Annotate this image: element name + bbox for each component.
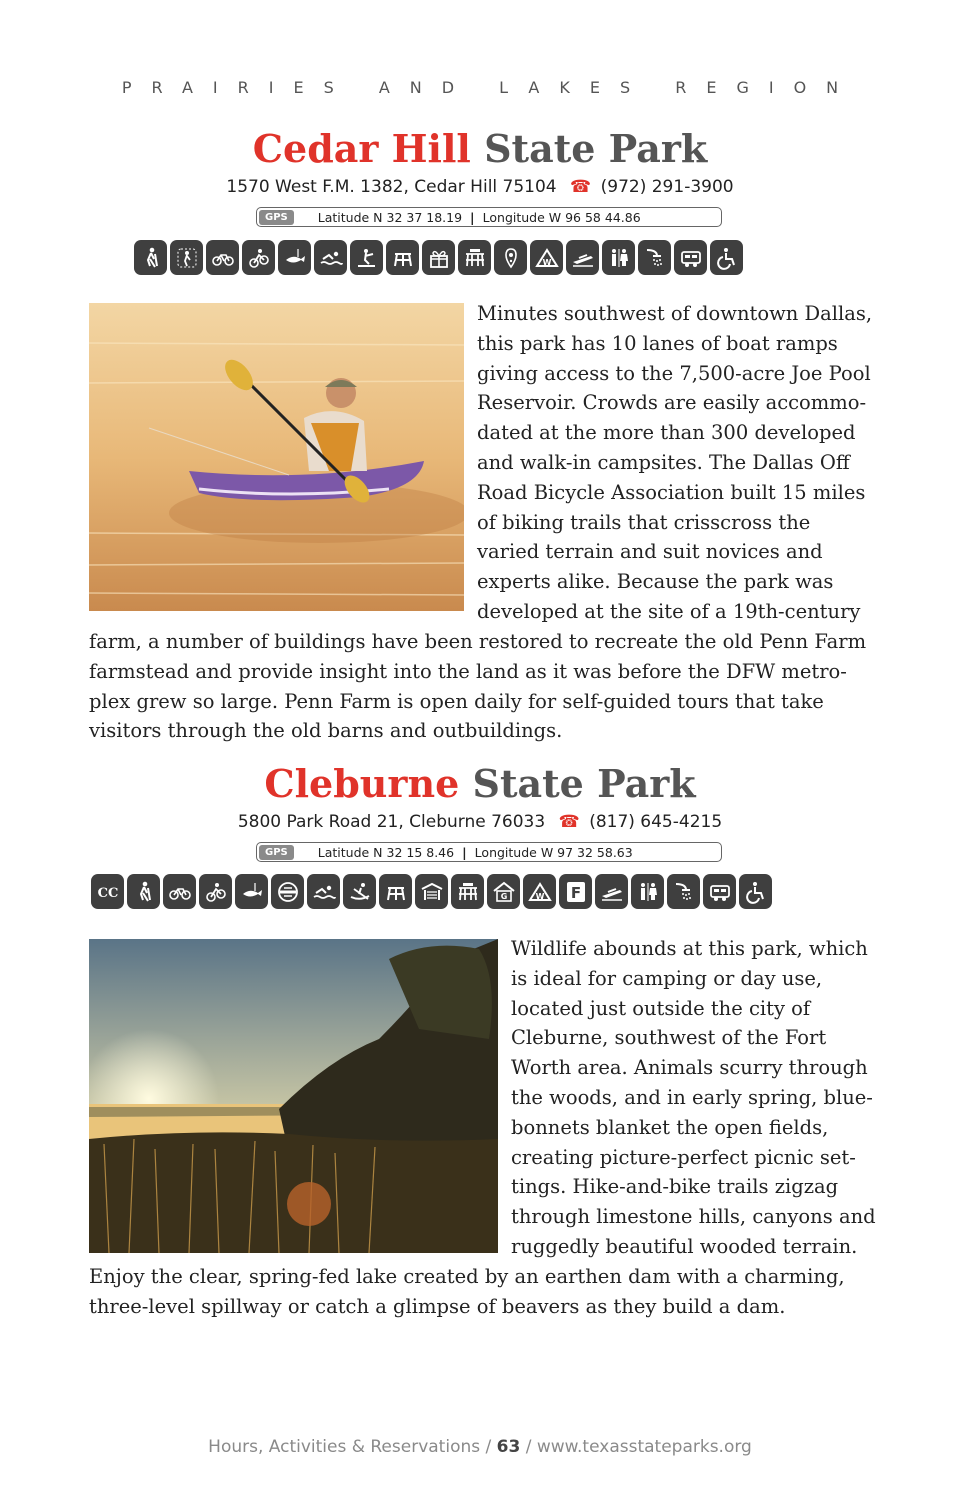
kayaker-photo-image (89, 303, 464, 611)
park-phone: (817) 645-4215 (589, 812, 723, 832)
boat-ramp-icon (595, 874, 628, 909)
phone-icon: ☎ (558, 812, 580, 832)
boating-icon (271, 874, 304, 909)
restrooms-icon (631, 874, 664, 909)
pavilion-icon (415, 874, 448, 909)
text-line: creating picture-perfect picnic set- (511, 1145, 856, 1169)
gps-box (256, 842, 722, 862)
gps-label: GPS (259, 845, 294, 860)
f-icon (559, 874, 592, 909)
svg-text:CC: CC (97, 885, 118, 901)
swimming-icon (314, 240, 347, 275)
camping-icon (523, 874, 556, 909)
cc-icon (91, 874, 124, 909)
rv-camping-icon (703, 874, 736, 909)
swimming-icon (307, 874, 340, 909)
biking-icon (163, 874, 196, 909)
park-name-highlight: Cleburne (264, 761, 460, 806)
park-name-rest: State Park (472, 761, 696, 806)
picnicking-icon (386, 240, 419, 275)
page-footer (0, 1437, 960, 1457)
gift-shop-icon (422, 240, 455, 275)
gps-label: GPS (259, 210, 294, 225)
restrooms-icon (602, 240, 635, 275)
mountain-biking-icon (199, 874, 232, 909)
footer-separator: / (525, 1437, 532, 1457)
text-line: Road Bicycle Association built 15 miles (477, 480, 866, 504)
text-line: three-level spillway or catch a glimpse of beavers as they build a dam. (89, 1294, 786, 1318)
fishing-icon (278, 240, 311, 275)
text-line: Reservoir. Crowds are easily accommo- (477, 391, 867, 415)
showers-icon (638, 240, 671, 275)
text-line: Cleburne, southwest of the Fort (511, 1026, 827, 1050)
text-line: Minutes southwest of downtown Dallas, (477, 302, 873, 325)
text-line: and walk-in campsites. The Dallas Off (477, 450, 850, 474)
text-line: experts alike. Because the park was (477, 570, 834, 594)
park-description-wrap (511, 934, 876, 1262)
hiking-icon (127, 874, 160, 909)
text-line: this park has 10 lanes of boat ramps (477, 331, 838, 355)
text-line: located just outside the city of (511, 996, 811, 1020)
gps-longitude: Longitude W 96 58 44.86 (482, 209, 641, 225)
park-title-cedar-hill (0, 126, 960, 172)
text-line: varied terrain and suit novices and (477, 540, 823, 564)
park-description-wrap (477, 299, 872, 627)
gps-separator: | (470, 209, 475, 225)
text-line: tings. Hike-and-bike trails zigzag (511, 1175, 839, 1199)
text-line: farm, a number of buildings have been restored to recreate the old Penn Farm (89, 630, 867, 653)
text-line: the woods, and in early spring, blue- (511, 1085, 873, 1109)
text-line: Enjoy the clear, spring-fed lake created by an earthen dam with a charming, (89, 1265, 845, 1288)
picnicking-icon (379, 874, 412, 909)
footer-label: Hours, Activities & Reservations (208, 1437, 481, 1457)
group-camping-icon (487, 874, 520, 909)
text-line: farmstead and provide insight into the land as it was before the DFW metro- (89, 659, 847, 683)
gps-box (256, 207, 722, 227)
footer-separator: / (485, 1437, 492, 1457)
park-title-cleburne (0, 761, 960, 807)
accessible-icon (739, 874, 772, 909)
showers-icon (667, 874, 700, 909)
text-line: giving access to the 7,500-acre Joe Pool (477, 361, 871, 385)
svg-text:G: G (500, 891, 507, 901)
text-line: Wildlife abounds at this park, which (511, 937, 868, 960)
text-line: is ideal for camping or day use, (511, 966, 823, 990)
park-phone: (972) 291-3900 (600, 177, 734, 197)
rv-camping-icon (674, 240, 707, 275)
park-name-rest: State Park (484, 126, 708, 171)
mountain-biking-icon (242, 240, 275, 275)
lake-sunset-photo (89, 939, 498, 1253)
kayaking-icon (343, 874, 376, 909)
svg-text:F: F (570, 883, 581, 902)
gps-separator: | (462, 844, 467, 860)
camping-icon (530, 240, 563, 275)
gps-latitude: Latitude N 32 15 8.46 (317, 844, 455, 860)
hiking-icon (134, 240, 167, 275)
kayaker-photo (89, 303, 464, 611)
text-line: dated at the more than 300 developed (477, 421, 856, 445)
text-line: bonnets blanket the open fields, (511, 1115, 829, 1139)
text-line: developed at the site of a 19th-century (477, 599, 861, 623)
park-address-line (0, 176, 960, 198)
group-picnic-icon (451, 874, 484, 909)
text-line: ruggedly beautiful wooded terrain. (511, 1234, 858, 1258)
boat-ramp-icon (566, 240, 599, 275)
fishing-icon (235, 874, 268, 909)
park-address-line (0, 811, 960, 833)
group-picnic-icon (458, 240, 491, 275)
text-line: Worth area. Animals scurry through (511, 1056, 868, 1080)
nature-trail-icon (170, 240, 203, 275)
footer-url[interactable]: www.texasstateparks.org (536, 1437, 752, 1457)
svg-text:W: W (542, 257, 551, 267)
park-address: 1570 West F.M. 1382, Cedar Hill 75104 (226, 177, 557, 197)
water-skiing-icon (350, 240, 383, 275)
text-line: plex grew so large. Penn Farm is open daily for self-guided tours that take (89, 689, 824, 713)
park-name-highlight: Cedar Hill (252, 126, 471, 171)
text-line: of biking trails that crisscross the (477, 510, 811, 534)
park-description-full (89, 627, 866, 746)
park-address: 5800 Park Road 21, Cleburne 76033 (237, 812, 546, 832)
biking-icon (206, 240, 239, 275)
accessible-icon (710, 240, 743, 275)
lake-sunset-photo-image (89, 939, 498, 1253)
amenity-icon-row (91, 874, 772, 909)
gps-longitude: Longitude W 97 32 58.63 (474, 844, 633, 860)
gps-latitude: Latitude N 32 37 18.19 (317, 209, 463, 225)
amenity-icon-row (134, 240, 743, 275)
geocaching-icon (494, 240, 527, 275)
text-line: visitors through the old barns and outbuildings. (89, 719, 563, 743)
region-header: PRAIRIES AND LAKES REGION (121, 78, 859, 97)
svg-text:W: W (535, 891, 544, 901)
phone-icon: ☎ (570, 177, 592, 197)
text-line: through limestone hills, canyons and (511, 1205, 876, 1229)
park-description-full (89, 1262, 845, 1322)
page-number: 63 (496, 1437, 521, 1457)
